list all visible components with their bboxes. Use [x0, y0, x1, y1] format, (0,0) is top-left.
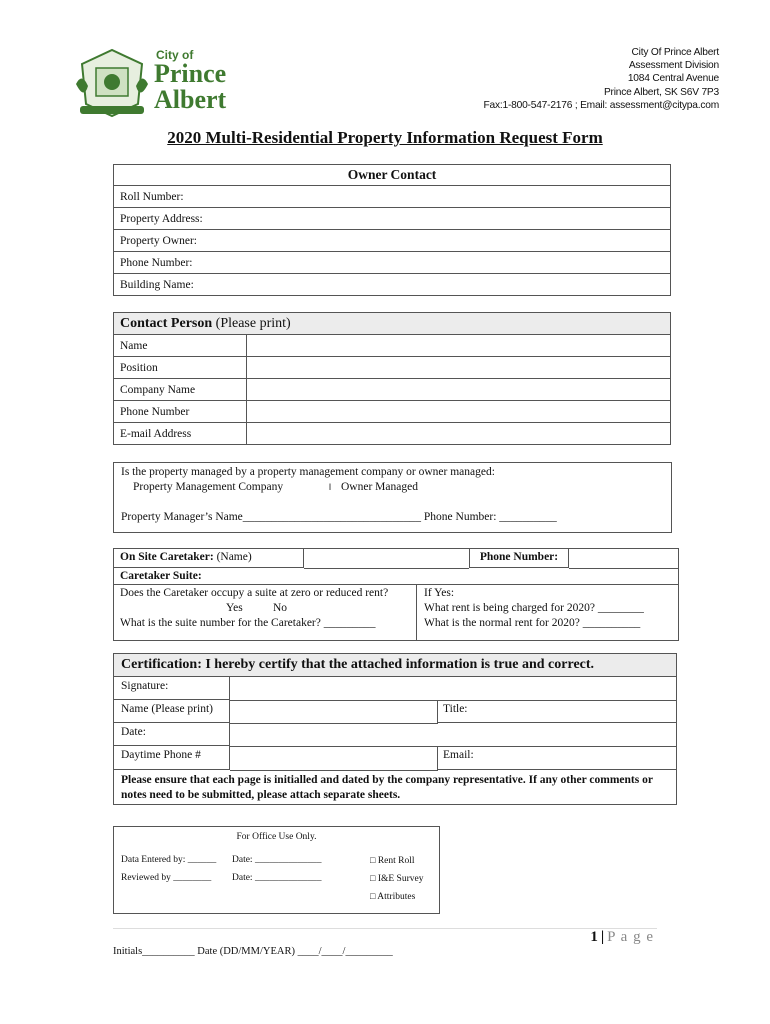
form-title: 2020 Multi-Residential Property Information Request Form	[167, 128, 603, 147]
date-reviewed-field[interactable]: Date: ______________	[232, 873, 322, 883]
logo-prince: Prince	[154, 59, 227, 88]
caretaker-box	[113, 548, 679, 641]
attributes-label: Attributes	[377, 892, 416, 902]
contact-person-heading	[114, 313, 671, 335]
office-use-heading: For Office Use Only.	[236, 832, 317, 842]
page-indicator: 1 | P a g e	[590, 929, 654, 945]
cert-date-input[interactable]	[230, 723, 676, 747]
contact-phone-input[interactable]	[247, 401, 671, 423]
office-address	[483, 46, 719, 112]
caretaker-suite-label: Caretaker Suite:	[114, 568, 678, 585]
owner-phone-field[interactable]: Phone Number:	[114, 252, 671, 274]
address-line: Fax:1-800-547-2176 ; Email: assessment@citypa.com	[483, 99, 719, 111]
property-owner-field[interactable]: Property Owner:	[114, 230, 671, 252]
attributes-checkbox[interactable]	[370, 891, 415, 902]
option-property-management[interactable]: Property Management Company	[133, 481, 284, 493]
onsite-caretaker-bold: On Site Caretaker:	[120, 551, 214, 563]
roll-number-field[interactable]: Roll Number:	[114, 186, 671, 208]
contact-position-input[interactable]	[247, 357, 671, 379]
ie-survey-label: I&E Survey	[377, 874, 424, 884]
contact-phone-label: Phone Number	[114, 401, 247, 423]
page-word: P a g e	[607, 929, 654, 945]
office-use-box	[113, 826, 440, 914]
address-line: 1084 Central Avenue	[627, 73, 719, 85]
contact-company-label: Company Name	[114, 379, 247, 401]
signature-input[interactable]	[230, 677, 676, 701]
caretaker-suite-question: Does the Caretaker occupy a suite at zero or reduced rent?	[120, 587, 389, 599]
certification-box	[113, 653, 677, 805]
property-manager-line[interactable]: Property Manager’s Name_______________________________ Phone Number: __________	[121, 511, 557, 523]
owner-contact-heading: Owner Contact	[114, 165, 671, 186]
contact-name-label: Name	[114, 335, 247, 357]
ie-survey-checkbox[interactable]	[370, 873, 423, 884]
caretaker-suite-number[interactable]: What is the suite number for the Caretaker? _________	[120, 617, 376, 629]
contact-person-table	[113, 312, 671, 445]
email-field[interactable]: Email:	[437, 746, 676, 770]
contact-email-label: E-mail Address	[114, 423, 247, 445]
contact-person-heading-bold: Contact Person	[120, 315, 213, 331]
rent-roll-checkbox[interactable]	[370, 855, 415, 866]
caretaker-yes-option[interactable]: Yes	[226, 602, 243, 614]
signature-label: Signature:	[114, 677, 230, 700]
checkbox-icon: □	[370, 891, 376, 901]
owner-contact-table	[113, 164, 671, 296]
daytime-phone-label: Daytime Phone #	[114, 746, 230, 770]
checkbox-icon: □	[370, 855, 376, 865]
rent-charged-field[interactable]: What rent is being charged for 2020? ________	[424, 602, 644, 614]
property-address-field[interactable]: Property Address:	[114, 208, 671, 230]
address-line: City Of Prince Albert	[631, 47, 719, 58]
contact-position-label: Position	[114, 357, 247, 379]
caretaker-phone-input[interactable]	[569, 549, 678, 569]
owner-managed-checkbox[interactable]: l	[329, 482, 331, 492]
initials-date-line[interactable]: Initials__________ Date (DD/MM/YEAR) ____/____/_________	[113, 946, 393, 957]
certification-heading: Certification: I hereby certify that the attached information is true and correct.	[114, 654, 676, 677]
reviewed-by-field[interactable]: Reviewed by ________	[121, 873, 212, 883]
caretaker-right-cell	[416, 585, 678, 640]
address-line: Assessment Division	[628, 60, 719, 72]
logo-city-of: City of	[156, 48, 194, 62]
address-line: Prince Albert, SK S6V 7P3	[603, 86, 719, 98]
management-box	[113, 462, 672, 533]
print-name-input[interactable]	[230, 700, 438, 724]
option-owner-managed[interactable]: Owner Managed	[341, 481, 418, 493]
caretaker-phone-label: Phone Number:	[469, 549, 569, 568]
contact-company-input[interactable]	[247, 379, 671, 401]
checkbox-icon: □	[370, 873, 376, 883]
footer-divider	[113, 928, 657, 929]
normal-rent-field[interactable]: What is the normal rent for 2020? __________	[424, 617, 641, 629]
title-field[interactable]: Title:	[437, 700, 676, 723]
if-yes-label: If Yes:	[424, 587, 455, 599]
management-question: Is the property managed by a property management company or owner managed:	[121, 466, 495, 478]
print-name-label: Name (Please print)	[114, 700, 230, 723]
contact-person-heading-note: (Please print)	[215, 315, 291, 331]
onsite-caretaker-label	[114, 549, 304, 568]
caretaker-no-option[interactable]: No	[273, 602, 288, 614]
logo-albert: Albert	[154, 85, 227, 114]
date-entered-field[interactable]: Date: ______________	[232, 855, 322, 865]
cert-date-label: Date:	[114, 723, 230, 746]
initial-note: Please ensure that each page is initialled and dated by the company representative. If any other comments or notes need to be submitted, please attach separate sheets.	[121, 774, 653, 801]
caretaker-left-cell	[114, 585, 417, 640]
data-entered-field[interactable]: Data Entered by: ______	[121, 855, 217, 865]
rent-roll-label: Rent Roll	[377, 856, 415, 866]
caretaker-name-input[interactable]	[304, 549, 469, 569]
daytime-phone-input[interactable]	[230, 746, 438, 771]
page-number: 1	[590, 929, 598, 945]
onsite-caretaker-note: (Name)	[216, 551, 252, 563]
building-name-field[interactable]: Building Name:	[114, 274, 671, 296]
contact-name-input[interactable]	[247, 335, 671, 357]
crest-icon	[72, 44, 152, 120]
contact-email-input[interactable]	[247, 423, 671, 445]
city-logo	[72, 44, 237, 120]
